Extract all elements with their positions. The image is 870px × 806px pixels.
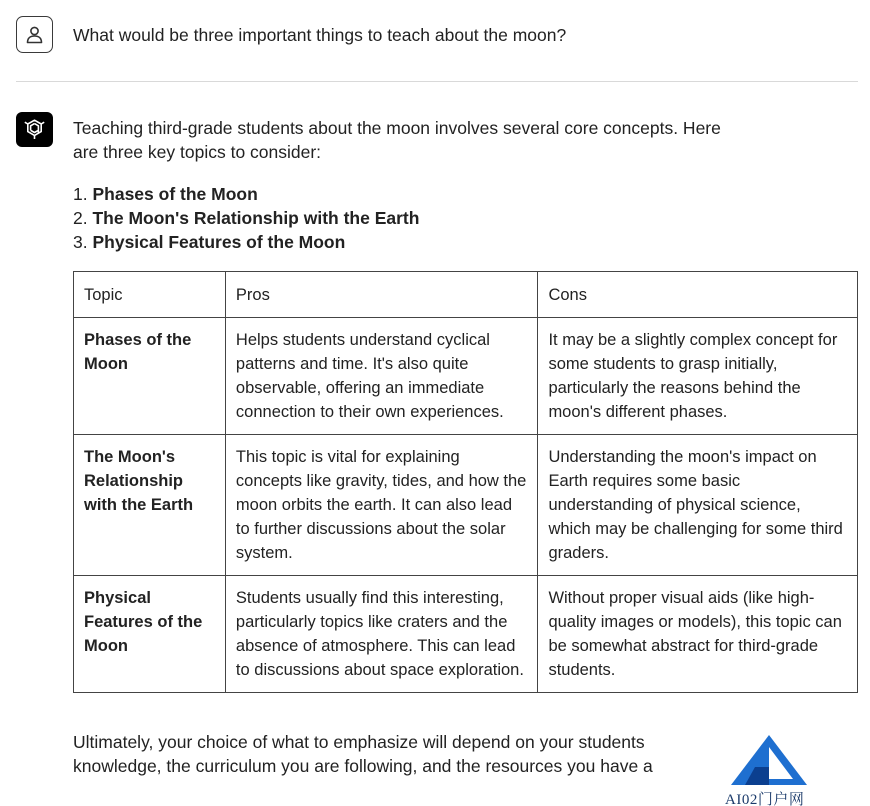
list-item-title: The Moon's Relationship with the Earth [92,208,420,228]
message-divider [16,81,858,82]
assistant-avatar [16,112,53,147]
list-item [73,230,419,254]
table-cell-pros: Helps students understand cyclical patterns and time. It's also quite observable, offering an immediate connection to their own experiences. [225,318,538,435]
watermark-logo-icon [729,733,811,787]
watermark-text: AI02门户网 [725,792,805,806]
list-number: 2. [73,208,88,228]
table-cell-cons: It may be a slightly complex concept for some students to grasp initially, particularly the reasons behind the moon's different phases. [538,318,858,435]
table-cell-cons: Without proper visual aids (like high-quality images or models), this topic can be somewhat abstract for third-grade students. [538,576,858,693]
intro-line: Teaching third-grade students about the moon involves several core concepts. Here [73,118,721,138]
conclusion-line: knowledge, the curriculum you are following, and the resources you have a [73,756,653,776]
watermark [671,731,870,806]
table-header-cell: Cons [538,272,858,318]
user-message-text: What would be three important things to teach about the moon? [73,25,567,45]
list-item [73,182,419,206]
table-cell-topic: Physical Features of the Moon [74,576,226,693]
table-header-row [74,272,858,318]
list-item-title: Physical Features of the Moon [92,232,346,252]
list-item-title: Phases of the Moon [92,184,258,204]
list-item [73,206,419,230]
table-cell-pros: Students usually find this interesting, particularly topics like craters and the absence of atmosphere. This can lead to discussions about space exploration. [225,576,538,693]
pros-cons-table [73,271,858,693]
table-cell-pros: This topic is vital for explaining concepts like gravity, tides, and how the moon orbits the earth. It can also lead to further discussions about the solar system. [225,435,538,576]
openai-logo-icon [22,117,47,142]
table-cell-cons: Understanding the moon's impact on Earth requires some basic understanding of physical science, which may be challenging for some third graders. [538,435,858,576]
conclusion-line: Ultimately, your choice of what to emphasize will depend on your students [73,732,645,752]
table-row [74,435,858,576]
assistant-conclusion [73,730,673,778]
intro-line: are three key topics to consider: [73,142,322,162]
table-cell-topic: The Moon's Relationship with the Earth [74,435,226,576]
table-row [74,576,858,693]
table-row [74,318,858,435]
table-header-cell: Topic [74,272,226,318]
user-message-row [0,0,870,82]
list-number: 1. [73,184,88,204]
list-number: 3. [73,232,88,252]
table-header-cell: Pros [225,272,538,318]
user-avatar [16,16,53,53]
table-cell-topic: Phases of the Moon [74,318,226,435]
topics-list [73,182,419,254]
assistant-intro [73,116,773,164]
user-icon [25,25,44,44]
